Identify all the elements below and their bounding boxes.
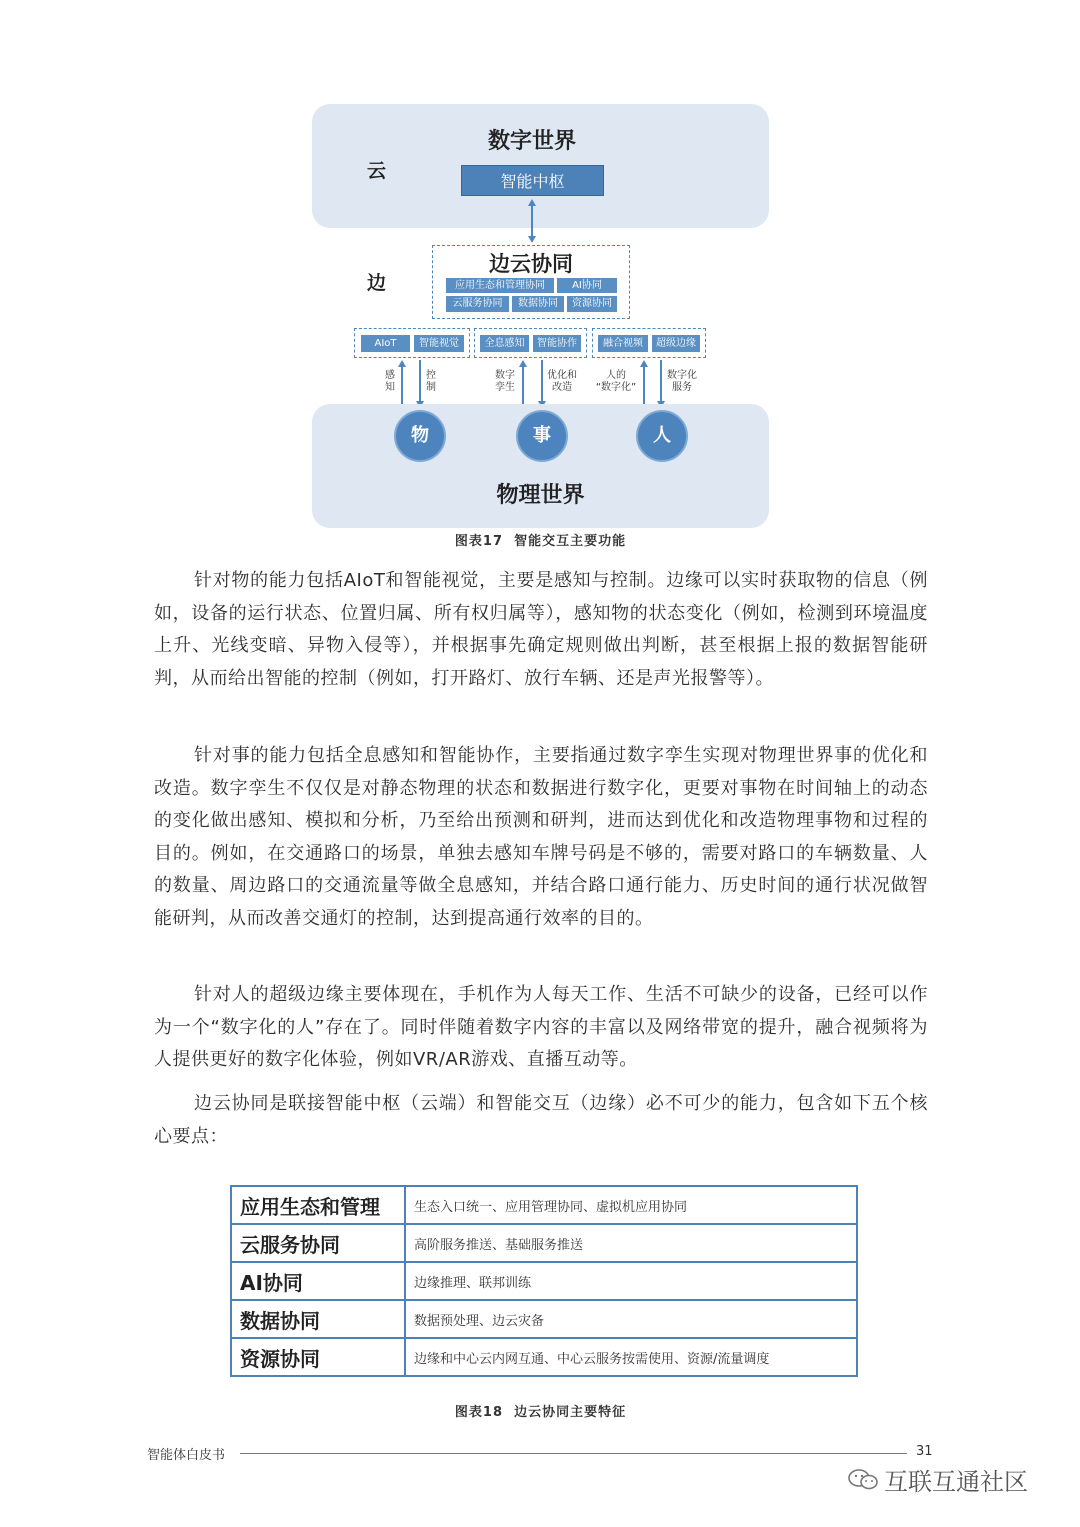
hub-arrow-line <box>531 205 533 239</box>
watermark-text: 互联互通社区 <box>884 1468 1028 1496</box>
table18-caption: 图表18 边云协同主要特征 <box>454 1405 627 1420</box>
cloud-title: 数字世界 <box>487 129 576 154</box>
chip-aiot: AIoT <box>361 335 410 352</box>
table-value: 数据预处理、边云灾备 <box>405 1300 857 1338</box>
table-value: 生态入口统一、应用管理协同、虚拟机应用协同 <box>405 1186 857 1224</box>
label-control: 控 制 <box>426 370 436 393</box>
table-row <box>231 1224 857 1262</box>
figure17-caption: 图表17 智能交互主要功能 <box>454 534 627 549</box>
footer-doc-title: 智能体白皮书 <box>147 1448 226 1463</box>
paragraph-things: 针对物的能力包括AIoT和智能视觉，主要是感知与控制。边缘可以实时获取物的信息（例如，设备的运行状态、位置归属、所有权归属等），感知物的状态变化（例如，检测到环境温度上升、光线变暗、异物入侵等），并根据事先确定规则做出判断，甚至根据上报的数据智能研判，从而给出智能的控制（例如，打开路灯、放行车辆、还是声光报警等）。 <box>154 570 928 689</box>
label-digital-twin: 数字 孪生 <box>495 370 515 393</box>
paragraph-people: 针对人的超级边缘主要体现在，手机作为人每天工作、生活不可缺少的设备，已经可以作为一个“数字化的人”存在了。同时伴随着数字内容的丰富以及网络带宽的提升，融合视频将为人提供更好的数字化体验，例如VR/AR游戏、直播互动等。 <box>154 984 928 1071</box>
table-row <box>231 1338 857 1376</box>
edge-chip-cloud-service: 云服务协同 <box>446 296 509 312</box>
page-number: 31 <box>916 1444 933 1459</box>
table-value: 边缘和中心云内网互通、中心云服务按需使用、资源/流量调度 <box>405 1338 857 1376</box>
table-row <box>231 1262 857 1300</box>
table-key: AI协同 <box>231 1262 405 1300</box>
arrow-line-people-down <box>660 360 662 402</box>
arrow-line-things-down <box>419 360 421 402</box>
chip-super-edge: 超级边缘 <box>652 335 700 352</box>
edge-side-label: 边 <box>367 272 387 294</box>
entity-events: 事 <box>516 410 568 462</box>
physical-title: 物理世界 <box>496 483 585 508</box>
chip-collaboration: 智能协作 <box>533 335 581 352</box>
arrow-line-events-down <box>541 360 543 402</box>
cloud-side-label: 云 <box>367 160 387 182</box>
paragraph-events: 针对事的能力包括全息感知和智能协作，主要指通过数字孪生实现对物理世界事的优化和改造。数字孪生不仅仅是对静态物理的状态和数据进行数字化，更要对事物在时间轴上的动态的变化做出感知、模拟和分析，乃至给出预测和研判，进而达到优化和改造物理事物和过程的目的。例如，在交通路口的场景，单独去感知车牌号码是不够的，需要对路口的车辆数量、人的数量、周边路口的交通流量等做全息感知，并结合路口通行能力、历史时间的通行状况做智能研判，从而改善交通灯的控制，达到提高通行效率的目的。 <box>154 745 928 929</box>
chip-fusion-video: 融合视频 <box>598 335 648 352</box>
footer-rule <box>240 1453 907 1454</box>
chip-smart-vision: 智能视觉 <box>414 335 464 352</box>
hub-box: 智能中枢 <box>461 165 604 196</box>
table-key: 云服务协同 <box>231 1224 405 1262</box>
paragraph-edge-cloud: 边云协同是联接智能中枢（云端）和智能交互（边缘）必不可少的能力，包含如下五个核心要点： <box>154 1093 928 1147</box>
edge-title: 边云协同 <box>489 252 573 276</box>
edge-chip-ai: AI协同 <box>557 278 617 293</box>
edge-chip-data: 数据协同 <box>512 296 564 312</box>
entity-things: 物 <box>394 410 446 462</box>
entity-people: 人 <box>636 410 688 462</box>
table-key: 应用生态和管理 <box>231 1186 405 1224</box>
label-human-digital: 人的 “数字化” <box>595 370 637 393</box>
arrow-line-people-up <box>643 366 645 408</box>
table-row <box>231 1300 857 1338</box>
table-key: 数据协同 <box>231 1300 405 1338</box>
table-value: 高阶服务推送、基础服务推送 <box>405 1224 857 1262</box>
label-optimize: 优化和 改造 <box>547 370 577 393</box>
table-value: 边缘推理、联邦训练 <box>405 1262 857 1300</box>
label-digital-service: 数字化 服务 <box>667 370 697 393</box>
edge-chip-app-ecosystem: 应用生态和管理协同 <box>446 278 554 293</box>
wechat-icon <box>847 1468 879 1490</box>
table-row <box>231 1186 857 1224</box>
arrow-line-events-up <box>522 366 524 408</box>
edge-chip-resource: 资源协同 <box>567 296 617 312</box>
chip-holographic: 全息感知 <box>480 335 529 352</box>
arrow-line-things-up <box>401 366 403 408</box>
label-sense: 感 知 <box>385 370 395 393</box>
table-key: 资源协同 <box>231 1338 405 1376</box>
hub-arrow-head-down <box>528 236 536 243</box>
edge-cloud-table <box>230 1185 858 1377</box>
